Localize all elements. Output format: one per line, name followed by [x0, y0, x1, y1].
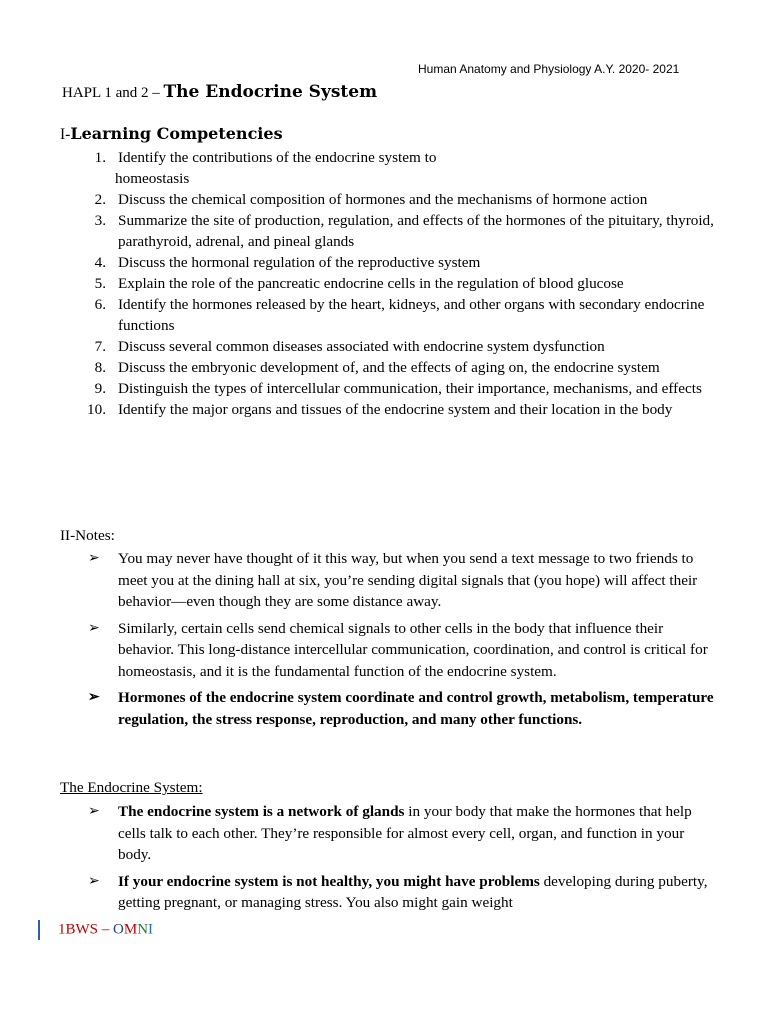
list-item-text: Explain the role of the pancreatic endocrine cells in the regulation of blood glucose: [118, 275, 624, 292]
list-item: [84, 336, 724, 357]
list-item: [84, 252, 724, 273]
notes-heading: II-Notes:: [60, 527, 115, 544]
list-item: [88, 548, 718, 613]
body-text: developing during puberty, getting pregnant, or managing stress. You also might gain weight: [118, 872, 708, 911]
arrow-bullet-icon: ➢: [88, 620, 100, 636]
list-item-number: 5.: [94, 275, 106, 292]
notes-list: [88, 548, 718, 735]
list-item: [88, 618, 718, 683]
list-item: [84, 357, 724, 378]
document-title: [62, 82, 377, 102]
note-text: Similarly, certain cells send chemical signals to other cells in the body that influence their behavior. This long-distance intercellular communication, coordination, and control is critical for homeostasis, and it is the fundamental function of the endocrine system.: [118, 619, 708, 680]
list-item-text: Discuss several common diseases associated with endocrine system dysfunction: [118, 338, 605, 355]
list-item-number: 3.: [94, 212, 106, 229]
list-item: [84, 273, 724, 294]
list-item-text: Identify the major organs and tissues of the endocrine system and their location in the body: [118, 401, 673, 418]
body-text: in your body that make the hormones that help cells talk to each other. They’re responsible for almost every cell, organ, and function in your body.: [118, 803, 692, 863]
note-text-bold: Hormones of the endocrine system coordinate and control growth, metabolism, temperature regulation, the stress response, reproduction, and many other functions.: [118, 689, 714, 728]
competencies-list: [84, 147, 724, 420]
list-item-number: 6.: [94, 296, 106, 313]
list-item-text: Discuss the embryonic development of, and the effects of aging on, the endocrine system: [118, 359, 660, 376]
title-main: The Endocrine System: [163, 82, 378, 102]
list-item-text: Identify the hormones released by the heart, kidneys, and other organs with secondary endocrine functions: [118, 296, 705, 334]
endocrine-system-list: [88, 801, 718, 919]
footer-letter-o: O: [113, 921, 124, 938]
note-text: You may never have thought of it this way, but when you send a text message to two friends to meet you at the dining hall at six, you’re sending digital signals that (you hope) will affect their behavior—even though they are some distance away.: [118, 550, 698, 610]
list-item-number: 10.: [87, 401, 106, 418]
title-prefix: HAPL 1 and 2 –: [62, 85, 164, 101]
footer-letter-m: M: [123, 921, 138, 938]
list-item: [84, 378, 724, 399]
course-year-header: Human Anatomy and Physiology A.Y. 2020- 2021: [418, 62, 680, 76]
footer-letter-i: I: [148, 921, 154, 938]
list-item-text: Summarize the site of production, regulation, and effects of the hormones of the pituitary, thyroid, parathyroid, adrenal, and pineal glands: [118, 212, 714, 250]
list-item-text: Discuss the hormonal regulation of the reproductive system: [118, 254, 481, 271]
list-item: [88, 687, 718, 730]
endocrine-system-subheading: The Endocrine System:: [60, 779, 203, 796]
list-item-number: 8.: [94, 359, 106, 376]
list-item: [84, 399, 724, 420]
list-item: [84, 189, 724, 210]
footer-accent-bar: [38, 920, 40, 940]
arrow-bullet-icon: ➢: [88, 804, 100, 819]
list-item-text: Discuss the chemical composition of hormones and the mechanisms of hormone action: [118, 191, 648, 208]
list-item-text-continued: homeostasis: [115, 170, 190, 187]
competencies-heading-text: Learning Competencies: [70, 124, 283, 143]
list-item-number: 2.: [94, 191, 106, 208]
footer-brand-part1: 1BWS: [58, 921, 99, 938]
footer-dash: –: [98, 921, 114, 938]
bold-lead-text: The endocrine system is a network of glands: [118, 803, 405, 820]
list-item-number: 1.: [94, 149, 106, 166]
list-item-text: Distinguish the types of intercellular communication, their importance, mechanisms, and effects: [118, 380, 702, 397]
bold-lead-text: If your endocrine system is not healthy, you might have problems: [118, 872, 540, 890]
arrow-bullet-icon: ➢: [88, 551, 100, 566]
list-item: [88, 871, 718, 914]
footer-letter-n: N: [137, 921, 149, 938]
list-item-number: 4.: [94, 254, 106, 271]
list-item: [84, 147, 724, 189]
footer-brand: [38, 920, 153, 940]
list-item: [84, 294, 724, 336]
list-item-number: 7.: [94, 338, 106, 355]
list-item-text: Identify the contributions of the endocrine system to: [118, 149, 437, 166]
list-item: [88, 801, 718, 866]
competencies-heading: [60, 124, 283, 144]
arrow-bullet-icon: ➢: [88, 690, 100, 705]
competencies-roman: I-: [60, 126, 71, 143]
list-item-number: 9.: [94, 380, 106, 397]
list-item: [84, 210, 724, 252]
arrow-bullet-icon: ➢: [88, 873, 100, 889]
